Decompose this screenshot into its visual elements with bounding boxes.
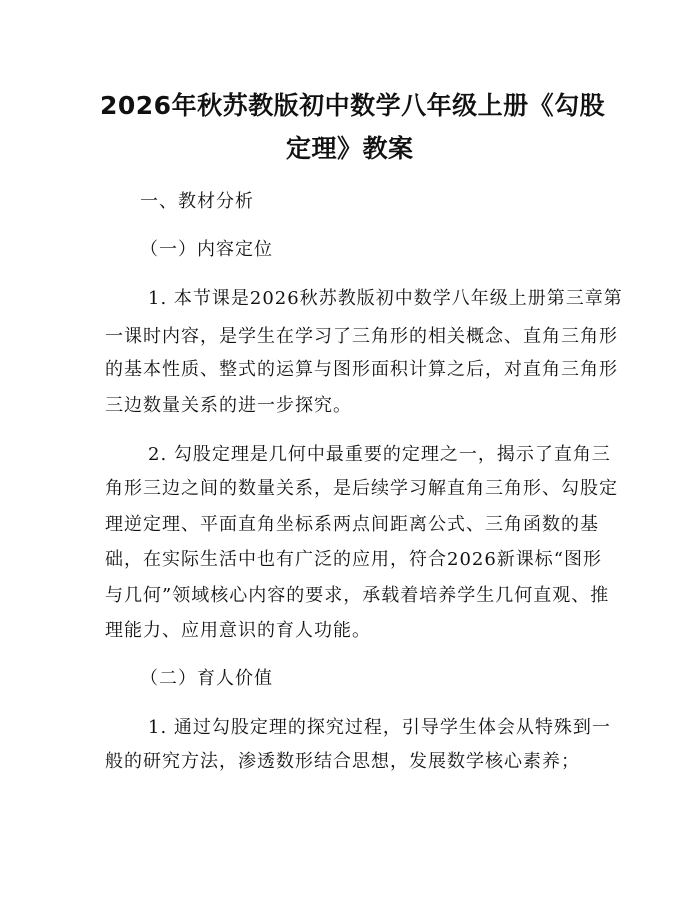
document-title-line2: 定理》教案 — [286, 134, 414, 163]
paragraph2-line: 2. 勾股定理是几何中最重要的定理之一，揭示了直角三 — [148, 444, 611, 465]
paragraph1-line: 三边数量关系的进一步探究。 — [105, 395, 352, 416]
subsection-heading-education-value: （二）育人价值 — [140, 668, 273, 689]
section-heading-textbook-analysis: 一、教材分析 — [140, 191, 254, 212]
paragraph2-line: 理逆定理、平面直角坐标系两点间距离公式、三角函数的基 — [105, 514, 599, 535]
paragraph1-line: 一课时内容，是学生在学习了三角形的相关概念、直角三角形 — [105, 326, 618, 347]
subsection-heading-content-position: （一）内容定位 — [140, 239, 273, 260]
paragraph3-line: 般的研究方法，渗透数形结合思想，发展数学核心素养； — [105, 751, 580, 772]
paragraph1-line: 的基本性质、整式的运算与图形面积计算之后，对直角三角形 — [105, 359, 618, 380]
paragraph2-line: 理能力、应用意识的育人功能。 — [105, 620, 371, 641]
paragraph2-line: 与几何”领域核心内容的要求，承载着培养学生几何直观、推 — [105, 585, 610, 606]
paragraph3-line: 1. 通过勾股定理的探究过程，引导学生体会从特殊到一 — [148, 717, 611, 738]
document-title-line1: 2026年秋苏教版初中数学八年级上册《勾股 — [100, 91, 606, 120]
paragraph2-line: 础，在实际生活中也有广泛的应用，符合2026新课标“图形 — [105, 549, 603, 570]
paragraph1-line: 1. 本节课是2026秋苏教版初中数学八年级上册第三章第 — [148, 288, 623, 309]
paragraph2-line: 角形三边之间的数量关系，是后续学习解直角三角形、勾股定 — [105, 478, 618, 499]
